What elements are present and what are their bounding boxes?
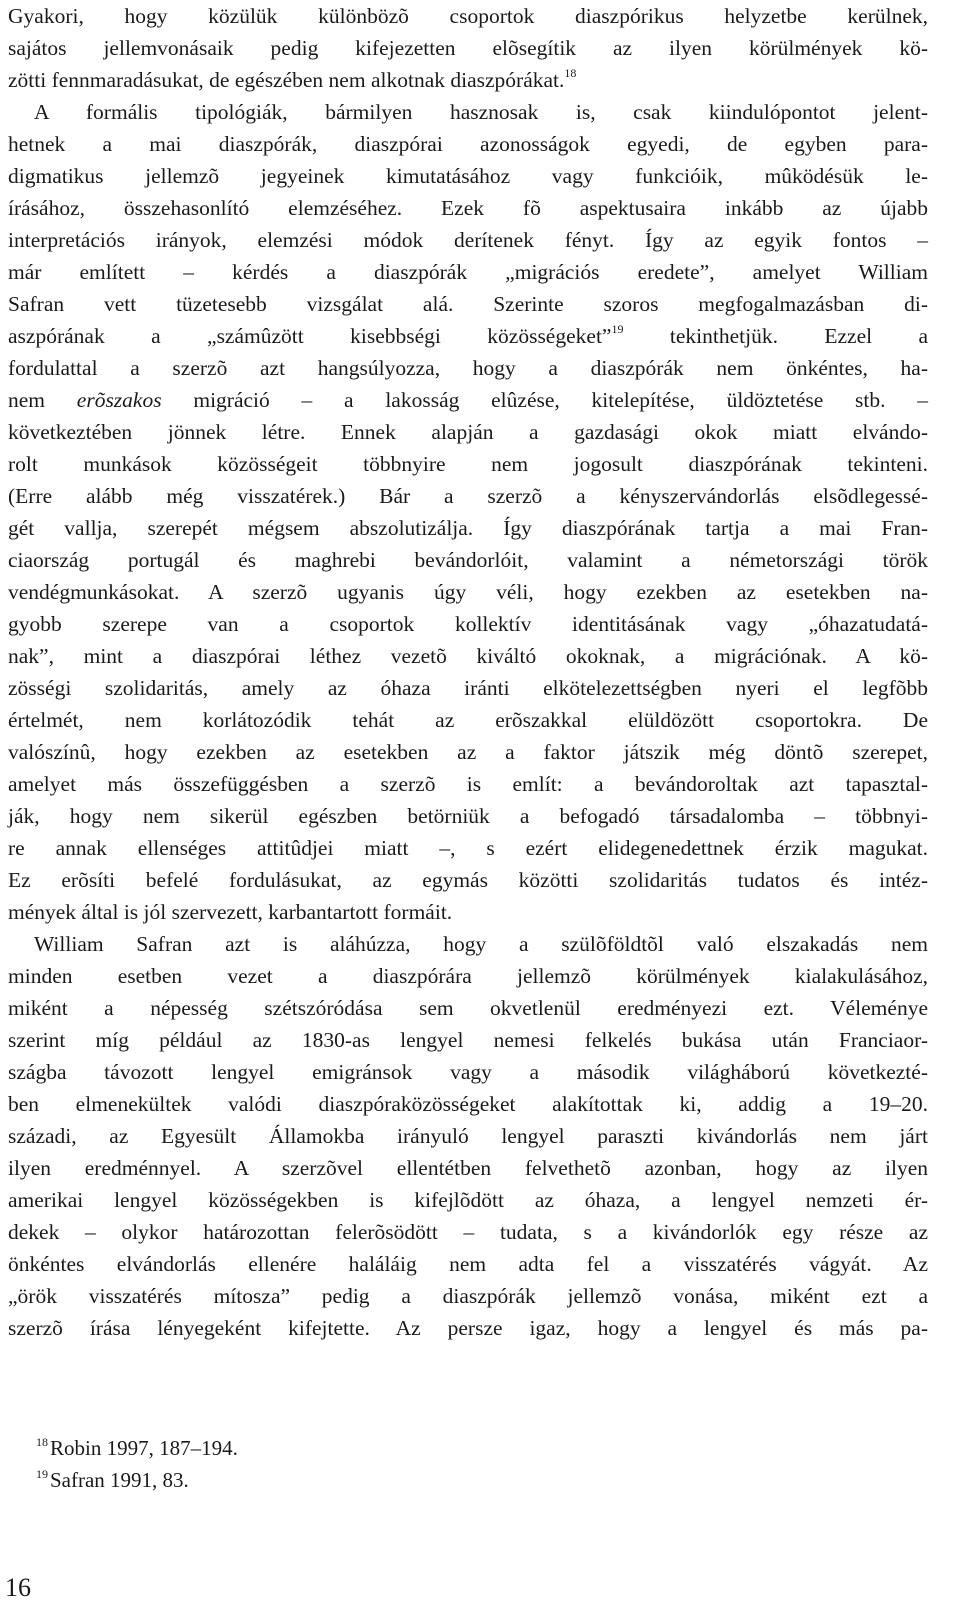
text-line: re annak ellenséges attitûdjei miatt –, s ezért elidegenedettnek érzik magukat. [8,836,928,860]
footnote-ref: 18 [564,66,577,80]
footnote-text: Safran 1991, 83. [50,1468,189,1492]
text-line: minden esetben vezet a diaszpórára jellemzõ körülmények kialakulásához, [8,964,928,988]
text-line: értelmét, nem korlátozódik tehát az erõszakkal elüldözött csoportokra. De [8,708,928,732]
text-line: sajátos jellemvonásaik pedig kifejezetten elõsegítik az ilyen körülmények kö- [8,36,928,60]
text-span: aszpórának a „számûzött kisebbségi közösségeket” [8,324,612,348]
text-line: mények által is jól szervezett, karbantartott formáit. [8,900,453,924]
text-line: következtében jönnek létre. Ennek alapján a gazdasági okok miatt elvándo- [8,420,928,444]
text-line [8,64,928,96]
footnote-number: 18 [36,1435,48,1449]
text-line: Ez erõsíti befelé fordulásukat, az egymás közötti szolidaritás tudatos és intéz- [8,868,928,892]
text-line: amelyet más összefüggésben a szerzõ is említ: a bevándoroltak azt tapasztal- [8,772,928,796]
text-line: már említett – kérdés a diaszpórák „migrációs eredete”, amelyet William [8,260,928,284]
text-line: valószínû, hogy ezekben az esetekben az a faktor játszik még döntõ szerepet, [8,740,928,764]
text-line [8,320,928,352]
text-line: szágba távozott lengyel emigránsok vagy a második világháború következté- [8,1060,928,1084]
text-line: ciaország portugál és maghrebi bevándorlóit, valamint a németországi török [8,548,928,572]
footnote-ref: 19 [611,322,624,336]
text-line: nak”, mint a diaszpórai léthez vezetõ kiváltó okoknak, a migrációnak. A kö- [8,644,928,668]
footnote-text: Robin 1997, 187–194. [50,1436,238,1460]
text-line: rolt munkások közösségeit többnyire nem jogosult diaszpórának tekinteni. [8,452,928,476]
italic-term: erõszakos [76,388,162,412]
text-line: írásához, összehasonlító elemzéséhez. Ezek fõ aspektusaira inkább az újabb [8,196,928,220]
text-line: gét vallja, szerepét mégsem abszolutizálja. Így diaszpórának tartja a mai Fran- [8,516,928,540]
page-number: 16 [5,1573,31,1602]
text-line: Gyakori, hogy közülük különbözõ csoportok diaszpórikus helyzetbe kerülnek, [8,4,928,28]
text-line: gyobb szerepe van a csoportok kollektív identitásának vagy „óhazatudatá- [8,612,928,636]
text-line: vendégmunkásokat. A szerzõ ugyanis úgy véli, hogy ezekben az esetekben na- [8,580,928,604]
text-line: „örök visszatérés mítosza” pedig a diaszpórák jellemzõ vonása, miként ezt a [8,1284,928,1308]
text-line: (Erre alább még visszatérek.) Bár a szerzõ a kényszervándorlás elsõdlegessé- [8,484,928,508]
paragraph-start-line: William Safran azt is aláhúzza, hogy a szülõföldtõl való elszakadás nem [34,932,928,956]
text-line: hetnek a mai diaszpórák, diaszpórai azonosságok egyedi, de egyben para- [8,132,928,156]
footnote-number: 19 [36,1467,48,1481]
text-span: nem [8,388,77,412]
text-span: migráció – a lakosság elûzése, kitelepítése, üldöztetése stb. – [193,388,928,412]
text-line: amerikai lengyel közösségekben is kifejlõdött az óhaza, a lengyel nemzeti ér- [8,1188,928,1212]
text-line: digmatikus jellemzõ jegyeinek kimutatásához vagy funkcióik, mûködésük le- [8,164,928,188]
paragraph-start-line: A formális tipológiák, bármilyen hasznosak is, csak kiindulópontot jelent- [34,100,928,124]
footnote-18 [36,1432,238,1464]
text-line: ilyen eredménnyel. A szerzõvel ellentétben felvethetõ azonban, hogy az ilyen [8,1156,928,1180]
text-line: századi, az Egyesült Államokba irányuló lengyel paraszti kivándorlás nem járt [8,1124,928,1148]
text-line: szerint míg például az 1830-as lengyel nemesi felkelés bukása után Franciaor- [8,1028,928,1052]
text-line: szerzõ írása lényegeként kifejtette. Az persze igaz, hogy a lengyel és más pa- [8,1316,928,1340]
footnote-19 [36,1464,189,1496]
text-span: zötti fennmaradásukat, de egészében nem alkotnak diaszpórákat. [8,68,565,92]
text-line: ben elmenekültek valódi diaszpóraközösségeket alakítottak ki, addig a 19–20. [8,1092,928,1116]
text-line: miként a népesség szétszóródása sem okvetlenül eredményezi ezt. Véleménye [8,996,928,1020]
text-line: zösségi szolidaritás, amely az óhaza iránti elkötelezettségben nyeri el legfõbb [8,676,928,700]
text-line: fordulattal a szerzõ azt hangsúlyozza, hogy a diaszpórák nem önkéntes, ha- [8,356,928,380]
text-line [8,384,928,416]
text-line: ják, hogy nem sikerül egészben betörniük a befogadó társadalomba – többnyi- [8,804,928,828]
text-span: tekinthetjük. Ezzel a [669,324,929,348]
text-line: önkéntes elvándorlás ellenére haláláig nem adta fel a visszatérés vágyát. Az [8,1252,928,1276]
text-line: interpretációs irányok, elemzési módok derítenek fényt. Így az egyik fontos – [8,228,928,252]
text-line: dekek – olykor határozottan felerõsödött – tudata, s a kivándorlók egy része az [8,1220,928,1244]
text-line: Safran vett tüzetesebb vizsgálat alá. Szerinte szoros megfogalmazásban di- [8,292,928,316]
